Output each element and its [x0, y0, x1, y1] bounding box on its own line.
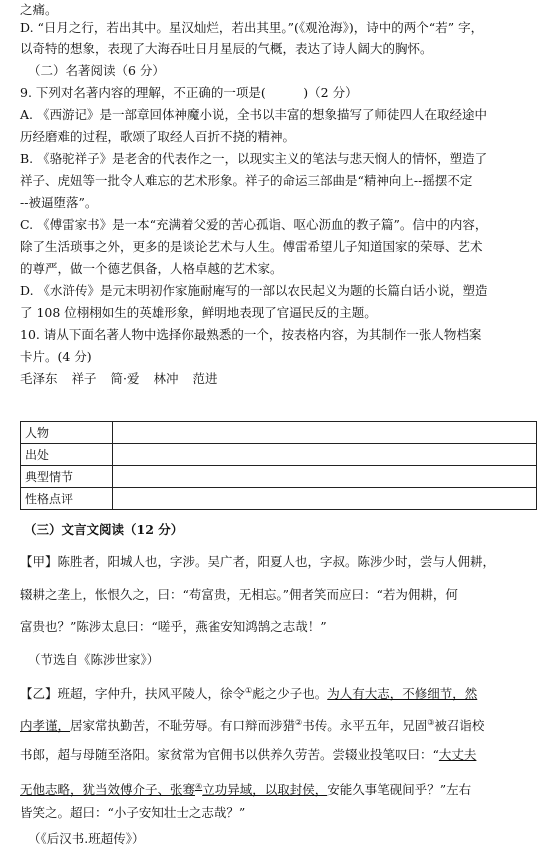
card-label: 出处	[21, 444, 113, 466]
text-line: 了 108 位栩栩如生的英雄形象，鲜明地表现了官逼民反的主题。	[20, 305, 377, 320]
text-line: 富贵也？”陈涉太息曰：“嗟乎，燕雀安知鸿鹄之志哉！”	[20, 619, 327, 634]
source-note: （节选自《陈涉世家》）	[28, 652, 160, 667]
passage-yi: 【乙】班超，字仲升，扶风平陵人，徐令①彪之少子也。为人有大志，不修细节，然	[20, 686, 478, 702]
text-line: 无他志略，犹当效傅介子、张骞④立功异域，以取封侯，安能久事笔砚间乎？”左右	[20, 782, 472, 798]
text-line: 以奇特的想象，表现了大海吞吐日月星辰的气概，表达了诗人阔大的胸怀。	[20, 41, 433, 56]
option-d: D. 《水浒传》是元末明初作家施耐庵写的一部以农民起义为题的长篇白话小说，塑造	[20, 283, 488, 298]
passage-jia: 【甲】陈胜者，阳城人也，字涉。吴广者，阳夏人也，字叔。陈涉少时，尝与人佣耕，	[20, 554, 496, 569]
card-label: 人物	[21, 422, 113, 444]
text-line: 祥子、虎妞等一批令人难忘的艺术形象。祥子的命运三部曲是“精神向上--摇摆不定	[20, 173, 473, 188]
section-heading: （三）文言文阅读（12 分）	[24, 522, 184, 537]
card-cell[interactable]	[113, 444, 537, 466]
source-note: （《后汉书.班超传》）	[28, 831, 145, 846]
question-9: 9. 下列对名著内容的理解，不正确的一项是( )（2 分）	[20, 85, 358, 100]
character-names	[20, 371, 547, 387]
text-line: 除了生活琐事之外，更多的是谈论艺术与人生。傅雷希望儿子知道国家的荣辱、艺术	[20, 239, 483, 254]
option-b: B. 《骆驼祥子》是老舍的代表作之一，以现实主义的笔法与悲天悯人的情怀，塑造了	[20, 151, 488, 166]
card-label: 性格点评	[21, 488, 113, 510]
character-name: 范进	[192, 371, 218, 386]
text-line: 内孝谨，居家常执勤苦，不耻劳辱。有口辩而涉猎②书传。永平五年，兄固③被召诣校	[20, 718, 485, 734]
card-cell[interactable]	[113, 488, 537, 510]
text-line: 之痛。	[20, 2, 58, 17]
question-10: 10. 请从下面名著人物中选择你最熟悉的一个，按表格内容，为其制作一张人物档案	[20, 327, 482, 342]
text-line: 书郎，超与母随至洛阳。家贫常为官佣书以供养久劳苦。尝辍业投笔叹曰：“大丈夫	[20, 747, 477, 762]
card-cell[interactable]	[113, 466, 537, 488]
text-line: D. “日月之行，若出其中。星汉灿烂，若出其里。”(《观沧海》)，诗中的两个“若” 字，	[20, 20, 484, 35]
character-card-table	[20, 421, 537, 510]
character-name: 林冲	[153, 371, 179, 386]
text-line: --被逼堕落”。	[20, 195, 98, 210]
card-cell[interactable]	[113, 422, 537, 444]
text-line: 卡片。(4 分)	[20, 349, 92, 364]
character-name: 简·爱	[110, 371, 140, 386]
character-name: 毛泽东	[20, 371, 58, 386]
card-label: 典型情节	[21, 466, 113, 488]
option-a: A. 《西游记》是一部章回体神魔小说，全书以丰富的想象描写了师徒四人在取经途中	[20, 107, 487, 122]
section-heading: （二）名著阅读（6 分）	[28, 63, 165, 78]
text-line: 的尊严，做一个德艺俱备，人格卓越的艺术家。	[20, 261, 283, 276]
text-line: 皆笑之。超曰：“小子安知壮士之志哉？”	[20, 805, 246, 820]
character-name: 祥子	[71, 371, 97, 386]
option-c: C. 《傅雷家书》是一本“充满着父爱的苦心孤诣、呕心沥血的教子篇”。信中的内容，	[20, 217, 488, 232]
text-line: 辍耕之垄上，怅恨久之，曰：“苟富贵，无相忘。”佣者笑而应曰：“若为佣耕，何	[20, 587, 458, 602]
text-line: 历经磨难的过程，歌颂了取经人百折不挠的精神。	[20, 129, 296, 144]
